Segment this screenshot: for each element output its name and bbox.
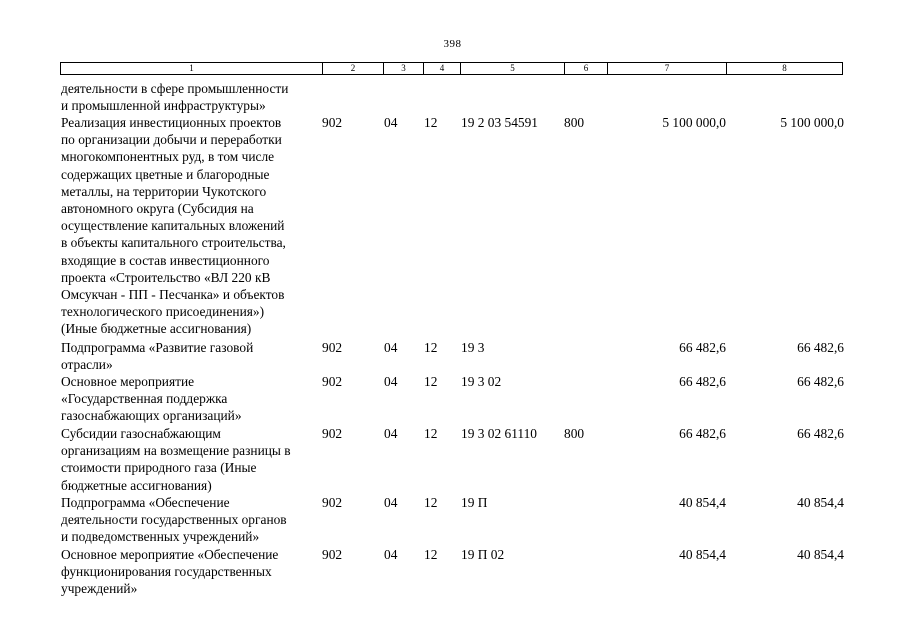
description-line: Реализация инвестиционных проектов (61, 115, 282, 130)
description-line: Субсидии газоснабжающим (61, 426, 221, 441)
description-line: отрасли» (61, 357, 113, 373)
amount-col-8: 40 854,4 (797, 495, 844, 510)
description-line: учреждений» (61, 581, 138, 597)
amount-col-8: 40 854,4 (797, 547, 844, 562)
description-line: Подпрограмма «Обеспечение (61, 495, 230, 510)
ministry-code: 902 (322, 115, 343, 130)
row-description (61, 546, 325, 598)
subsection-code: 12 (424, 426, 438, 441)
target-article-code: 19 2 03 54591 (461, 115, 538, 130)
target-article-code: 19 3 (461, 340, 485, 355)
description-line: стоимости природного газа (Иные (61, 460, 257, 476)
row-description (61, 339, 325, 373)
description-line: автономного округа (Субсидия на (61, 201, 254, 217)
page-number: 398 (443, 38, 462, 50)
description-line: функционирования государственных (61, 564, 272, 580)
expense-type-code: 800 (564, 426, 585, 441)
amount-col-7: 66 482,6 (679, 340, 726, 355)
description-line: осуществление капитальных вложений (61, 218, 285, 234)
description-line: «Государственная поддержка (61, 391, 228, 407)
row-description (61, 373, 325, 425)
row-description (61, 425, 325, 494)
amount-col-8: 5 100 000,0 (780, 115, 844, 130)
row-description (61, 494, 325, 546)
description-line: в объекты капитального строительства, (61, 235, 286, 251)
description-line: деятельности государственных органов (61, 512, 287, 528)
description-line: Основное мероприятие (61, 374, 195, 389)
target-article-code: 19 П (461, 495, 488, 510)
section-code: 04 (384, 495, 398, 510)
amount-col-7: 40 854,4 (679, 495, 726, 510)
header-col-6: 6 (564, 63, 607, 74)
ministry-code: 902 (322, 340, 343, 355)
section-code: 04 (384, 547, 398, 562)
amount-col-8: 66 482,6 (797, 374, 844, 389)
subsection-code: 12 (424, 547, 438, 562)
ministry-code: 902 (322, 495, 343, 510)
description-line: деятельности в сфере промышленности (61, 81, 289, 96)
row-description (61, 114, 325, 338)
description-line: бюджетные ассигнования) (61, 477, 212, 493)
subsection-code: 12 (424, 374, 438, 389)
header-col-5: 5 (460, 63, 564, 74)
description-line: организациям на возмещение разницы в (61, 443, 291, 459)
header-col-7: 7 (607, 63, 726, 74)
amount-col-7: 40 854,4 (679, 547, 726, 562)
header-col-4: 4 (423, 63, 460, 74)
target-article-code: 19 3 02 (461, 374, 502, 389)
header-col-3: 3 (383, 63, 423, 74)
section-code: 04 (384, 374, 398, 389)
target-article-code: 19 П 02 (461, 547, 505, 562)
ministry-code: 902 (322, 374, 343, 389)
amount-col-7: 5 100 000,0 (662, 115, 726, 130)
target-article-code: 19 3 02 61110 (461, 426, 538, 441)
row-description (61, 80, 325, 114)
description-line: металлы, на территории Чукотского (61, 183, 267, 199)
section-code: 04 (384, 426, 398, 441)
amount-col-7: 66 482,6 (679, 374, 726, 389)
section-code: 04 (384, 115, 398, 130)
description-line: входящие в состав инвестиционного (61, 252, 270, 268)
description-line: и промышленной инфраструктуры» (61, 98, 266, 114)
description-line: и подведомственных учреждений» (61, 529, 260, 545)
subsection-code: 12 (424, 495, 438, 510)
header-col-2: 2 (322, 63, 383, 74)
description-line: содержащих цветные и благородные (61, 166, 270, 182)
expense-type-code: 800 (564, 115, 585, 130)
description-line: многокомпонентных руд, в том числе (61, 149, 275, 165)
header-col-8: 8 (726, 63, 842, 74)
description-line: газоснабжающих организаций» (61, 408, 242, 424)
description-line: технологического присоединения») (61, 304, 265, 320)
section-code: 04 (384, 340, 398, 355)
description-line: проекта «Строительство «ВЛ 220 кВ (61, 269, 271, 285)
ministry-code: 902 (322, 547, 343, 562)
header-col-1: 1 (189, 63, 194, 73)
amount-col-8: 66 482,6 (797, 426, 844, 441)
description-line: по организации добычи и переработки (61, 132, 282, 148)
subsection-code: 12 (424, 115, 438, 130)
table-header (60, 62, 843, 75)
amount-col-7: 66 482,6 (679, 426, 726, 441)
description-line: Омсукчан - ПП - Песчанка» и объектов (61, 287, 285, 303)
description-line: Основное мероприятие «Обеспечение (61, 547, 279, 562)
ministry-code: 902 (322, 426, 343, 441)
description-line: Подпрограмма «Развитие газовой (61, 340, 254, 355)
description-line: (Иные бюджетные ассигнования) (61, 321, 252, 337)
subsection-code: 12 (424, 340, 438, 355)
amount-col-8: 66 482,6 (797, 340, 844, 355)
